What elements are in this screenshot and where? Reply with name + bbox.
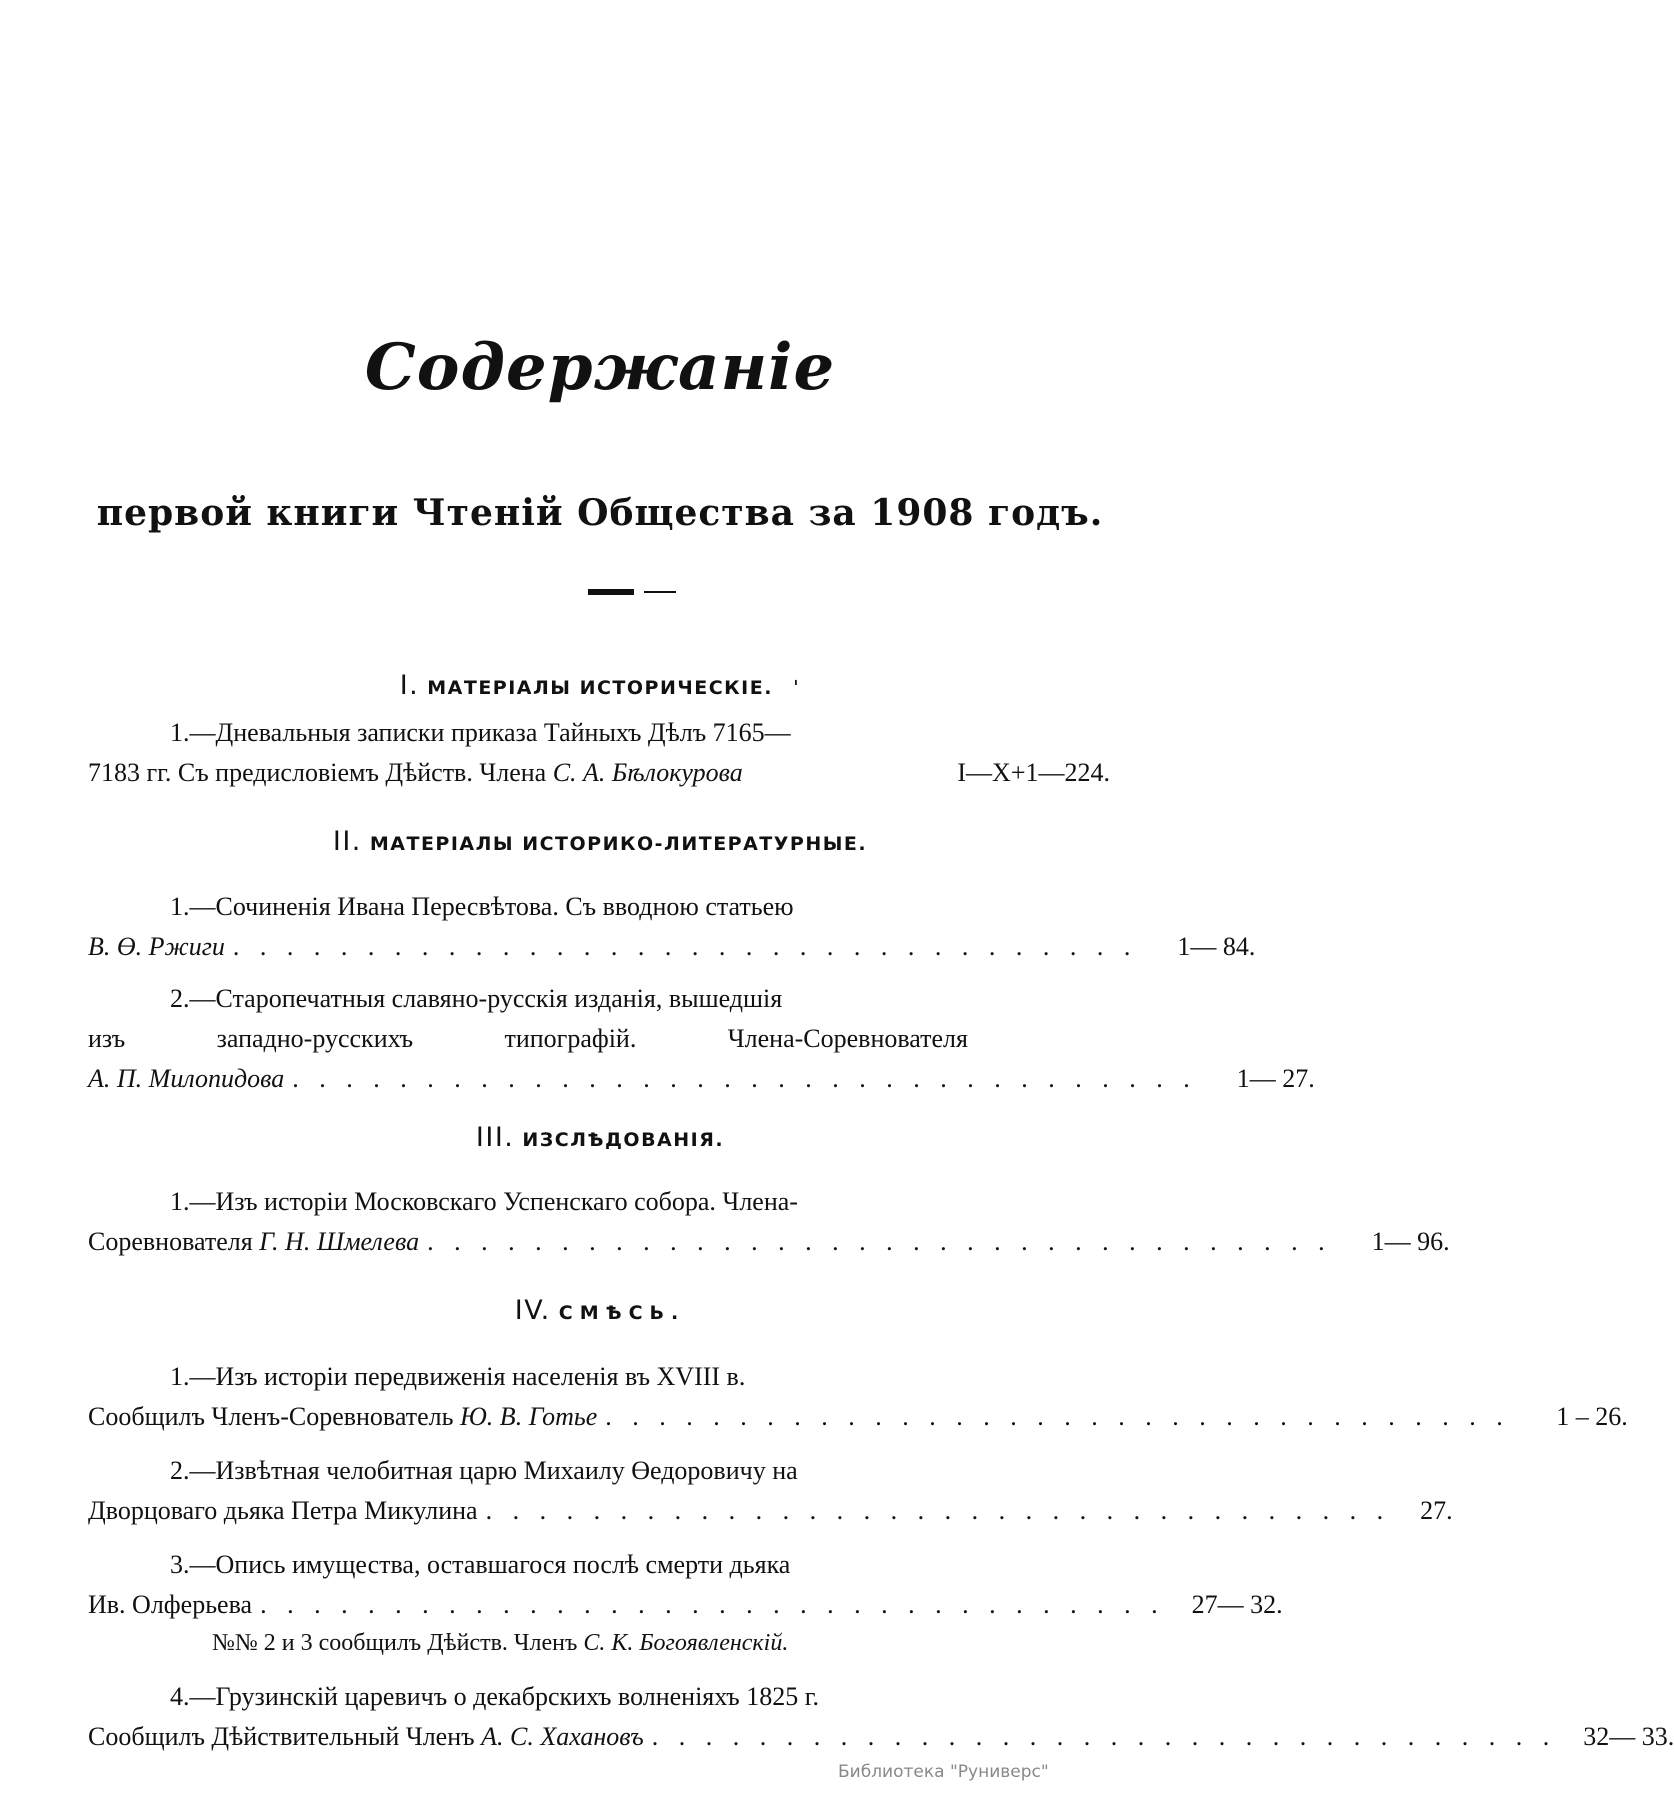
entry-1-1-line-2: 7183 гг. Съ предисловіемъ Дѣйств. Члена С. А. Бѣлокурова I—X+1—224.: [88, 756, 1110, 790]
entry-4-2-line-2: Дворцоваго дьяка Петра Микулина . . . . . . . . . . . . . . . . . . . . . . . . . . . . . . . . . . 27.: [88, 1494, 1110, 1528]
page-title: Содержаніе: [364, 330, 836, 405]
entry-3-1-line-1: 1.—Изъ исторіи Московскаго Успенскаго собора. Члена-: [170, 1187, 798, 1216]
leader-dots: . . . . . . . . . . . . . . . . . . . . . . . . . . . . . . . . . .: [260, 1590, 1165, 1619]
entry-author: Ю. В. Готье: [459, 1402, 598, 1431]
entry-2-1-line-1: 1.—Сочиненія Ивана Пересвѣтова. Съ вводною статьею: [170, 892, 794, 921]
entry-2-2-line-1: 2.—Старопечатныя славяно-русскія изданія, вышедшія: [170, 984, 783, 1013]
divider-rule-short: [644, 591, 676, 593]
entry-author: А. С. Хахановъ: [481, 1722, 644, 1751]
leader-dots: . . . . . . . . . . . . . . . . . . . . . . . . . . . . . . . . . .: [485, 1496, 1391, 1525]
entry-4-4-line-2: Сообщилъ Дѣйствительный Членъ А. С. Хахановъ . . . . . . . . . . . . . . . . . . . . . . . . . . . . . . . . . . 32— 33.: [88, 1720, 1110, 1754]
entry-4-2-line-1: 2.—Извѣтная челобитная царю Михаилу Өедоровичу на: [170, 1456, 798, 1485]
section-heading-1: I. МАТЕРІАЛЫ ИСТОРИЧЕСКІЕ. ˈ: [399, 670, 801, 701]
section-heading-3: III. ИЗСЛѢДОВАНІЯ.: [475, 1122, 725, 1153]
divider-rule-long: [588, 589, 634, 595]
entry-pages: 1— 84.: [1177, 932, 1256, 961]
entry-4-1-line-2: Сообщилъ Членъ-Соревнователь Ю. В. Готье . . . . . . . . . . . . . . . . . . . . . . . . . . . . . . . . . . 1 – 26.: [88, 1400, 1110, 1434]
entry-4-1-line-1: 1.—Изъ исторіи передвиженія населенія въ XVIII в.: [170, 1362, 746, 1391]
entry-4-3-line-2: Ив. Олферьева . . . . . . . . . . . . . . . . . . . . . . . . . . . . . . . . . . 27— 32.: [88, 1588, 1110, 1622]
leader-dots: . . . . . . . . . . . . . . . . . . . . . . . . . . . . . . . . . .: [232, 932, 1138, 961]
entry-pages: 27— 32.: [1191, 1590, 1283, 1619]
leader-dots: . . . . . . . . . . . . . . . . . . . . . . . . . . . . . . . . . .: [605, 1402, 1510, 1431]
section-heading-2: II. МАТЕРІАЛЫ ИСТОРИКО-ЛИТЕРАТУРНЫЕ.: [332, 826, 868, 857]
leader-dots: . . . . . . . . . . . . . . . . . . . . . . . . . . . . . . . . . .: [651, 1722, 1557, 1751]
note-author: С. К. Богоявленскій.: [583, 1630, 789, 1656]
entry-1-1-line-1: 1.—Дневальныя записки приказа Тайныхъ Дѣлъ 7165—: [170, 718, 791, 747]
entry-4-3-note: №№ 2 и 3 сообщилъ Дѣйств. Членъ С. К. Богоявленскій.: [212, 1630, 789, 1656]
entry-pages: 1— 96.: [1371, 1227, 1450, 1256]
section-heading-4: IV. СМѢСЬ.: [514, 1295, 686, 1326]
leader-dots: . . . . . . . . . . . . . . . . . . . . . . . . . . . . . . . . . .: [427, 1227, 1332, 1256]
page-subtitle: первой книги Чтеній Общества за 1908 годъ.: [96, 492, 1104, 534]
entry-3-1-line-2: Соревнователя Г. Н. Шмелева . . . . . . . . . . . . . . . . . . . . . . . . . . . . . . . . . . 1— 96.: [88, 1225, 1110, 1259]
entry-pages: 32— 33.: [1583, 1722, 1674, 1751]
entry-4-4-line-1: 4.—Грузинскій царевичъ о декабрскихъ волненіяхъ 1825 г.: [170, 1682, 819, 1711]
entry-author: С. А. Бѣлокурова: [552, 758, 743, 787]
entry-author: Г. Н. Шмелева: [259, 1227, 420, 1256]
entry-pages: I—X+1—224.: [957, 758, 1110, 787]
entry-author: В. Ө. Ржиги: [88, 932, 225, 961]
entry-pages: 1— 27.: [1236, 1064, 1315, 1093]
entry-2-1-line-2: [88, 930, 1256, 964]
entry-pages: 27.: [1420, 1496, 1453, 1525]
entry-2-2-line-2: изъ западно-русскихъ типографій. Члена-Соревнователя: [88, 1024, 968, 1053]
entry-pages: 1 – 26.: [1556, 1402, 1628, 1431]
entry-2-2-line-3: [88, 1062, 1315, 1096]
library-watermark: Библиотека "Руниверс": [838, 1762, 1049, 1782]
leader-dots: . . . . . . . . . . . . . . . . . . . . . . . . . . . . . . . . . .: [292, 1064, 1197, 1093]
entry-4-3-line-1: 3.—Опись имущества, оставшагося послѣ смерти дьяка: [170, 1550, 791, 1579]
entry-author: А. П. Милоnидова: [88, 1064, 285, 1093]
